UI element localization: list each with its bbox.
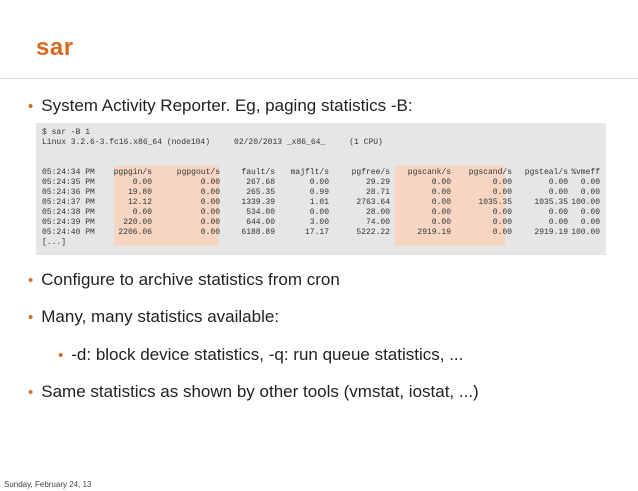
row-value: 12.12: [127, 198, 152, 207]
row-value: 74.00: [365, 218, 390, 227]
bullet-same-stats: [28, 382, 479, 402]
column-header: pgsteal/s: [524, 168, 568, 177]
row-value: 100.00: [571, 228, 600, 237]
row-value: 0.00: [492, 178, 512, 187]
terminal-data-row: [42, 228, 600, 238]
row-value: 0.00: [431, 178, 451, 187]
row-value: 5222.22: [356, 228, 390, 237]
row-value: 0.00: [580, 188, 600, 197]
row-value: 2919.19: [534, 228, 568, 237]
row-time: 05:24:34 PM: [42, 168, 95, 177]
bullet-sar-intro: [28, 96, 413, 116]
row-value: 220.00: [123, 218, 152, 227]
row-value: 267.68: [246, 178, 275, 187]
bullet-text: Many, many statistics available:: [41, 307, 280, 326]
row-value: 644.00: [246, 218, 275, 227]
row-value: 0.00: [200, 208, 220, 217]
row-value: 0.00: [431, 208, 451, 217]
title-divider: [0, 78, 638, 79]
column-header: %vmeff: [571, 168, 600, 177]
row-value: 0.00: [200, 178, 220, 187]
row-value: 0.00: [580, 208, 600, 217]
row-value: 17.17: [304, 228, 329, 237]
row-time: 05:24:39 PM: [42, 218, 95, 227]
terminal-output: [36, 123, 606, 255]
row-time: 05:24:38 PM: [42, 208, 95, 217]
row-value: 0.00: [132, 208, 152, 217]
row-value: 0.00: [200, 198, 220, 207]
terminal-data-row: [42, 178, 600, 188]
bullet-text: Configure to archive statistics from cron: [41, 270, 340, 289]
terminal-header-row: [42, 168, 600, 178]
terminal-command: $ sar -B 1: [42, 128, 91, 137]
bullet-text: Same statistics as shown by other tools (vmstat, iostat, ...): [41, 382, 479, 401]
bullet-archive: [28, 270, 340, 290]
footer-date: Sunday, February 24, 13: [4, 480, 92, 489]
bullet-dot-icon: •: [28, 272, 34, 289]
row-value: 29.29: [365, 178, 390, 187]
row-value: 0.00: [548, 218, 568, 227]
column-header: pgscank/s: [407, 168, 451, 177]
row-time: 05:24:37 PM: [42, 198, 95, 207]
terminal-data-row: [42, 198, 600, 208]
slide-title: sar: [36, 34, 74, 61]
terminal-data-row: [42, 188, 600, 198]
row-value: 0.00: [431, 188, 451, 197]
row-value: 0.00: [580, 178, 600, 187]
row-value: 0.00: [431, 198, 451, 207]
column-header: majflt/s: [290, 168, 329, 177]
column-header: fault/s: [241, 168, 275, 177]
row-value: 6188.89: [241, 228, 275, 237]
row-time: 05:24:36 PM: [42, 188, 95, 197]
bullet-dot-icon: •: [58, 347, 64, 364]
row-value: 0.00: [431, 218, 451, 227]
row-value: 0.00: [309, 178, 329, 187]
row-value: 1035.35: [534, 198, 568, 207]
row-value: 0.00: [132, 178, 152, 187]
column-header: pgscand/s: [468, 168, 512, 177]
row-value: 0.00: [492, 228, 512, 237]
row-value: 1339.39: [241, 198, 275, 207]
row-value: 0.00: [492, 218, 512, 227]
row-value: 0.99: [309, 188, 329, 197]
column-header: pgpgin/s: [113, 168, 152, 177]
row-value: 100.00: [571, 198, 600, 207]
terminal-ellipsis: [...]: [42, 238, 67, 247]
column-header: pgpgout/s: [176, 168, 220, 177]
row-value: 1.01: [309, 198, 329, 207]
row-value: 1035.35: [478, 198, 512, 207]
row-value: 2919.19: [417, 228, 451, 237]
row-value: 534.00: [246, 208, 275, 217]
terminal-sysinfo: Linux 3.2.6-3.fc16.x86_64 (node104) 02/20/2013 _x86_64_ (1 CPU): [42, 138, 383, 147]
column-header: pgfree/s: [351, 168, 390, 177]
bullet-text: System Activity Reporter. Eg, paging statistics -B:: [41, 96, 413, 115]
terminal-data-row: [42, 218, 600, 228]
row-value: 0.00: [492, 188, 512, 197]
row-value: 2206.06: [118, 228, 152, 237]
row-value: 2763.64: [356, 198, 390, 207]
bullet-dot-icon: •: [28, 309, 34, 326]
row-time: 05:24:35 PM: [42, 178, 95, 187]
row-value: 0.00: [200, 218, 220, 227]
row-value: 0.00: [492, 208, 512, 217]
row-value: 0.00: [548, 188, 568, 197]
row-time: 05:24:40 PM: [42, 228, 95, 237]
row-value: 265.35: [246, 188, 275, 197]
terminal-data-row: [42, 208, 600, 218]
sub-bullet-options: [58, 345, 463, 365]
row-value: 28.00: [365, 208, 390, 217]
row-value: 0.00: [548, 178, 568, 187]
row-value: 19.80: [127, 188, 152, 197]
bullet-many-stats: [28, 307, 279, 327]
bullet-dot-icon: •: [28, 384, 34, 401]
row-value: 0.00: [548, 208, 568, 217]
bullet-text: -d: block device statistics, -q: run queue statistics, ...: [71, 345, 464, 364]
row-value: 28.71: [365, 188, 390, 197]
row-value: 0.00: [200, 228, 220, 237]
row-value: 0.00: [309, 208, 329, 217]
row-value: 0.00: [200, 188, 220, 197]
bullet-dot-icon: •: [28, 98, 34, 115]
row-value: 3.00: [309, 218, 329, 227]
row-value: 0.00: [580, 218, 600, 227]
